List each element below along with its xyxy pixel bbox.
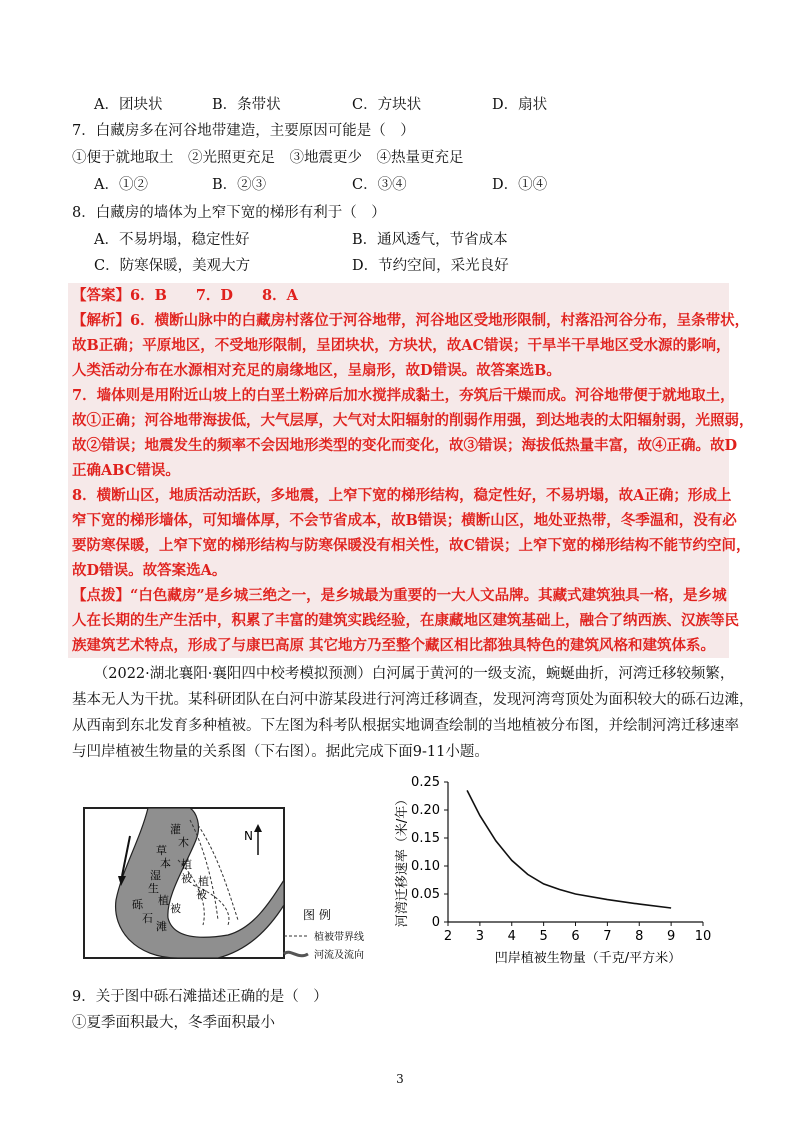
question-7-stem: 7．白藏房多在河谷地带建造，主要原因可能是（ ） bbox=[72, 123, 415, 139]
y-tick-label: 0.10 bbox=[411, 859, 440, 874]
y-tick-label: 0.05 bbox=[411, 887, 440, 902]
option-a: A．①② bbox=[94, 177, 148, 193]
map-label-wet: 生 bbox=[148, 882, 159, 895]
map-label-plant: 被 bbox=[196, 888, 207, 901]
legend-title: 图 例 bbox=[303, 908, 331, 922]
explanation-line: 故①正确；河谷地带海拔低，大气层厚，大气对太阳辐射的削弱作用强，到达地表的太阳辐射弱，光照弱， bbox=[72, 412, 754, 429]
y-tick-label: 0 bbox=[431, 915, 440, 930]
x-tick-label: 5 bbox=[539, 929, 548, 944]
explanation-line: 要防寒保暖，上窄下宽的梯形结构与防寒保暖没有相关性，故C错误；上窄下宽的梯形结构不能节约空间， bbox=[72, 537, 751, 554]
option-b: B．②③ bbox=[212, 177, 267, 193]
map-label-plant: 被 bbox=[181, 872, 192, 885]
explanation-line: 故②错误；地震发生的频率不会因地形类型的变化而变化，故③错误；海拔低热量丰富，故④正确。故D bbox=[72, 437, 738, 454]
tip-line: 【点拨】“白色藏房”是乡城三绝之一，是乡城最为重要的一大人文品牌。其藏式建筑独具一格，是乡城 bbox=[72, 587, 727, 604]
map-label-wet: 被 bbox=[170, 902, 181, 915]
question-9-item: ①夏季面积最大，冬季面积最小 bbox=[72, 1015, 275, 1031]
answer-line: 【答案】6．B 7．D 8．A bbox=[72, 287, 298, 304]
option-c: C．③④ bbox=[352, 177, 407, 193]
option-d: D．节约空间，采光良好 bbox=[352, 258, 509, 274]
option-d: D．扇状 bbox=[492, 97, 548, 113]
explanation-line: 正确ABC错误。 bbox=[72, 462, 180, 479]
migration-rate-chart bbox=[388, 770, 718, 970]
legend-river-label: 河流及流向 bbox=[314, 950, 364, 961]
x-tick-label: 4 bbox=[507, 929, 516, 944]
intro-line: （2022·湖北襄阳·襄阳四中校考模拟预测）白河属于黄河的一级支流，蜿蜒曲折，河湾迁移较频繁， bbox=[72, 666, 735, 682]
page-number: 3 bbox=[396, 1072, 404, 1086]
y-axis-label: 河湾迁移速率（米/年） bbox=[395, 792, 410, 928]
y-tick-label: 0.20 bbox=[411, 803, 440, 818]
option-a: A．不易坍塌，稳定性好 bbox=[94, 232, 250, 248]
option-b: B．条带状 bbox=[212, 97, 281, 113]
option-a: A．团块状 bbox=[94, 97, 163, 113]
option-d: D．①④ bbox=[492, 177, 548, 193]
series-line bbox=[467, 790, 671, 908]
map-label-gravel: 石 bbox=[142, 912, 153, 925]
option-c: C．方块状 bbox=[352, 97, 422, 113]
map-label-plant: 植 bbox=[181, 858, 192, 871]
explanation-line: 【解析】6．横断山脉中的白藏房村落位于河谷地带，河谷地区受地形限制，村落沿河谷分布，呈条带状， bbox=[72, 312, 750, 329]
x-axis-label: 凹岸植被生物量（千克/平方米） bbox=[494, 951, 682, 966]
legend-boundary-label: 植被带界线 bbox=[314, 932, 364, 943]
question-9-stem: 9．关于图中砾石滩描述正确的是（ ） bbox=[72, 989, 328, 1005]
map-label-shrub: 木 bbox=[178, 836, 189, 849]
tip-line: 人在长期的生产生活中，积累了丰富的建筑实践经验，在康藏地区建筑基础上，融合了纳西族、汉族等民 bbox=[72, 612, 739, 629]
x-tick-label: 3 bbox=[475, 929, 485, 944]
explanation-line: 故D错误。故答案选A。 bbox=[72, 562, 227, 579]
question-7-items: ①便于就地取土 ②光照更充足 ③地震更少 ④热量更充足 bbox=[72, 150, 464, 166]
explanation-line: 8．横断山区，地质活动活跃，多地震，上窄下宽的梯形结构，稳定性好，不易坍塌，故A正确；形成上 bbox=[72, 487, 732, 504]
x-tick-label: 2 bbox=[443, 929, 453, 944]
y-tick-label: 0.15 bbox=[411, 831, 440, 846]
explanation-line: 人类活动分布在水源相对充足的扇缘地区，呈扇形，故D错误。故答案选B。 bbox=[72, 362, 561, 379]
map-label-gravel: 滩 bbox=[156, 920, 167, 933]
option-b: B．通风透气，节省成本 bbox=[352, 232, 508, 248]
x-tick-label: 8 bbox=[635, 929, 644, 944]
map-label-shrub: 灌 bbox=[170, 823, 181, 836]
map-label-wet: 植 bbox=[158, 894, 169, 907]
vegetation-map bbox=[78, 800, 398, 990]
x-tick-label: 10 bbox=[694, 929, 712, 944]
legend-river-symbol bbox=[284, 952, 308, 955]
x-tick-label: 7 bbox=[603, 929, 612, 944]
explanation-line: 7．墙体则是用附近山坡上的白垩土粉碎后加水搅拌成黏土，夯筑后干燥而成。河谷地带便于就地取土， bbox=[72, 387, 735, 404]
option-c: C．防寒保暖，美观大方 bbox=[94, 258, 251, 274]
y-tick-label: 0.25 bbox=[411, 775, 440, 790]
map-label-gravel: 砾 bbox=[132, 898, 143, 911]
question-8-stem: 8．白藏房的墙体为上窄下宽的梯形有利于（ ） bbox=[72, 205, 386, 221]
map-label-wet: 湿 bbox=[150, 869, 161, 882]
intro-line: 与凹岸植被生物量的关系图（下右图）。据此完成下面9-11小题。 bbox=[72, 744, 489, 760]
x-tick-label: 9 bbox=[666, 929, 676, 944]
map-label-grass: 本 bbox=[160, 857, 171, 870]
explanation-line: 窄下宽的梯形墙体，可知墙体厚，不会节省成本，故B错误；横断山区，地处亚热带，冬季温和，没有必 bbox=[72, 512, 737, 529]
x-tick-label: 6 bbox=[571, 929, 580, 944]
map-label-plant: 植 bbox=[198, 875, 209, 888]
tip-line: 族建筑艺术特点，形成了与康巴高原 其它地方乃至整个藏区相比都独具特色的建筑风格和建筑体系。 bbox=[72, 637, 716, 654]
explanation-line: 故B正确；平原地区，不受地形限制，呈团块状，方块状，故AC错误；干旱半干旱地区受水源的影响， bbox=[72, 337, 731, 354]
intro-line: 基本无人为干扰。某科研团队在白河中游某段进行河湾迁移调查，发现河湾弯顶处为面积较大的砾石边滩， bbox=[72, 692, 754, 708]
north-label: N bbox=[244, 829, 253, 843]
intro-line: 从西南到东北发育多种植被。下左图为科考队根据实地调查绘制的当地植被分布图，并绘制河湾迁移速率 bbox=[72, 718, 739, 734]
map-label-grass: 草 bbox=[156, 844, 167, 857]
